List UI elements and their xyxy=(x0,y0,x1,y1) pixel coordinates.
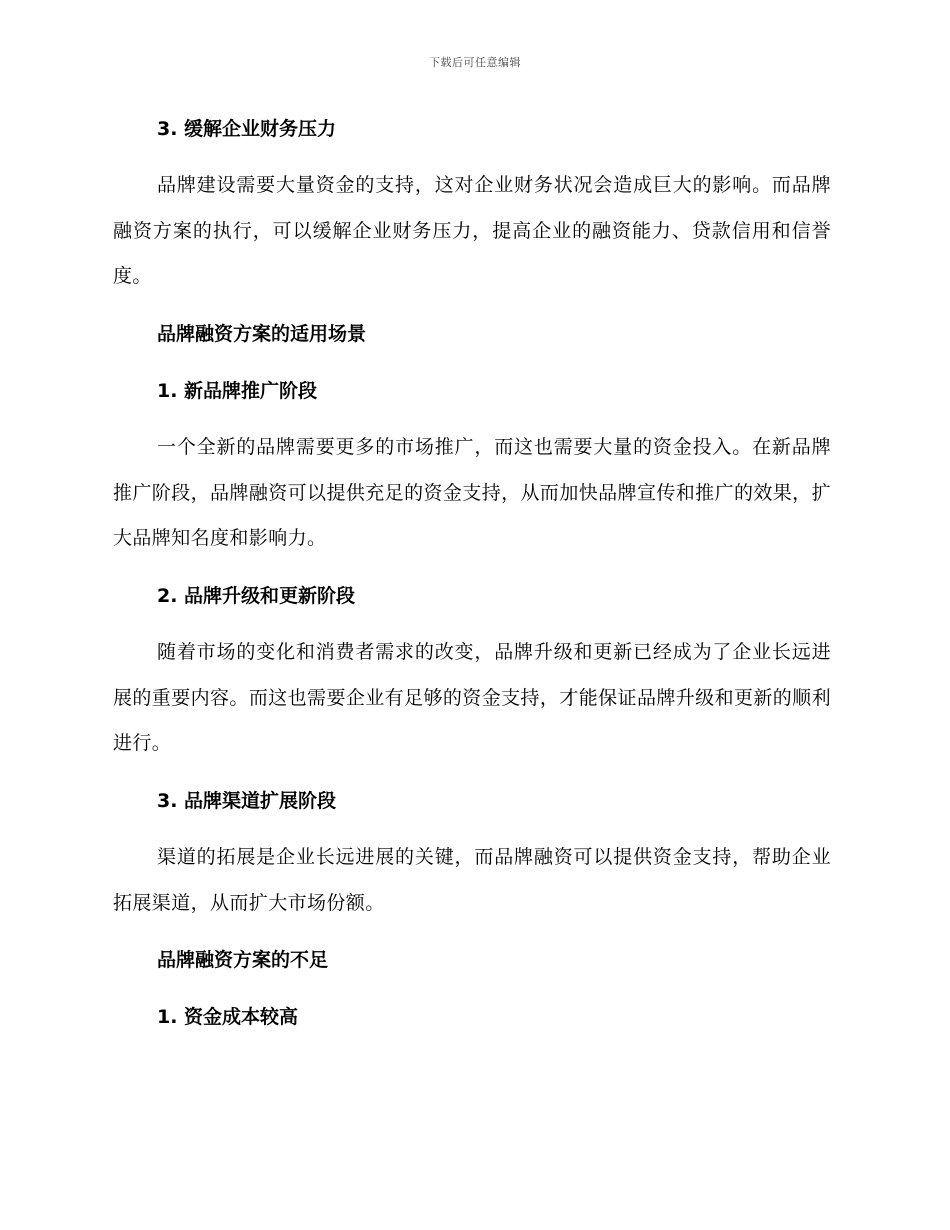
paragraph: 渠道的拓展是企业长远进展的关键，而品牌融资可以提供资金支持，帮助企业拓展渠道，从而扩大市场份额。 xyxy=(113,846,831,914)
section-heading: 2. 品牌升级和更新阶段 xyxy=(157,585,356,607)
section-heading: 品牌融资方案的不足 xyxy=(157,949,329,971)
paragraph: 品牌建设需要大量资金的支持，这对企业财务状况会造成巨大的影响。而品牌融资方案的执行，可以缓解企业财务压力，提高企业的融资能力、贷款信用和信誉度。 xyxy=(113,174,831,287)
header-note: 下载后可任意编辑 xyxy=(429,56,521,69)
section-heading: 3. 缓解企业财务压力 xyxy=(157,118,337,140)
section-heading: 品牌融资方案的适用场景 xyxy=(157,323,367,345)
section-heading: 1. 新品牌推广阶段 xyxy=(157,380,318,402)
section-heading: 1. 资金成本较高 xyxy=(157,1006,299,1028)
paragraph: 随着市场的变化和消费者需求的改变，品牌升级和更新已经成为了企业长远进展的重要内容。而这也需要企业有足够的资金支持，才能保证品牌升级和更新的顺利进行。 xyxy=(113,641,831,754)
paragraph: 一个全新的品牌需要更多的市场推广，而这也需要大量的资金投入。在新品牌推广阶段，品牌融资可以提供充足的资金支持，从而加快品牌宣传和推广的效果，扩大品牌知名度和影响力。 xyxy=(113,436,831,549)
section-heading: 3. 品牌渠道扩展阶段 xyxy=(157,790,337,812)
